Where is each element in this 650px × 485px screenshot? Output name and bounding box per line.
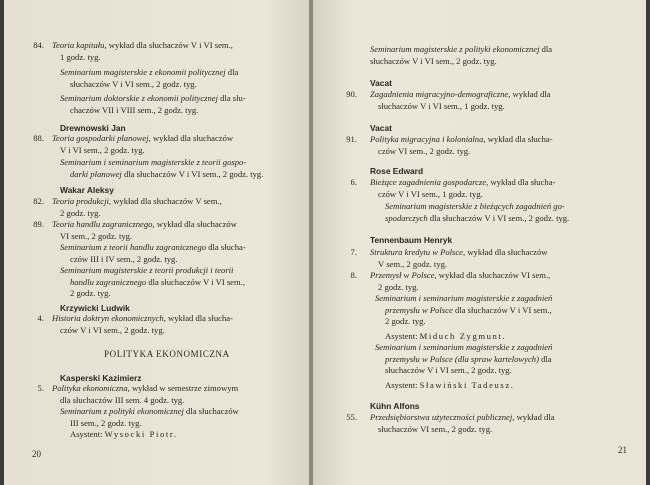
course-entry xyxy=(30,40,305,63)
course-entry xyxy=(335,270,640,293)
course-entry xyxy=(335,134,640,157)
seminar-desc-cont: 2 godz. tyg. xyxy=(70,288,111,299)
left-page xyxy=(4,0,309,485)
course-desc-cont: 2 godz. tyg. xyxy=(378,281,419,292)
course-desc: wykład dla słucha- xyxy=(168,313,233,323)
course-title: Historia doktryn ekonomicznych, xyxy=(52,313,166,323)
course-entry xyxy=(335,177,640,200)
course-title: Polityka migracyjna i kolonialna, xyxy=(370,134,486,144)
lecturer-name: Kasperski Kazimierz xyxy=(60,373,142,383)
seminar-desc: dla słuchaczów xyxy=(186,406,239,416)
seminar-entry xyxy=(370,44,640,67)
course-number: 5. xyxy=(37,383,44,393)
seminar-entry xyxy=(375,342,641,391)
lecturer-name: Vacat xyxy=(370,123,392,133)
lecturer-name: Kühn Alfons xyxy=(370,401,420,411)
assistant-label: Asystent: xyxy=(70,429,103,440)
course-desc-cont: VI sem., 2 godz. tyg. xyxy=(60,230,133,241)
seminar-desc: dla słuchaczów V i VI sem., 2 godz. tyg. xyxy=(429,212,570,223)
course-desc: wykład dla słuchaczów xyxy=(467,247,548,257)
course-desc: wykład dla słucha- xyxy=(490,177,556,187)
course-desc-cont: czów V i VI sem., 1 godz. tyg. xyxy=(378,188,483,199)
course-entry xyxy=(335,412,640,435)
course-desc: wykład dla xyxy=(512,89,551,99)
seminar-title: Seminarium magisterskie z bieżących zagadnień go- xyxy=(385,201,565,211)
course-title: Bieżące zagadnienia gospodarcze, xyxy=(370,177,489,187)
seminar-desc: dla xyxy=(541,353,552,364)
course-desc-cont: 1 godz. tyg. xyxy=(60,51,101,62)
course-desc-cont: słuchaczów VI sem., 2 godz. tyg. xyxy=(378,423,493,434)
course-title: Polityka ekonomiczna, xyxy=(52,383,130,393)
course-title: Teoria gospodarki planowej, xyxy=(52,133,151,143)
seminar-entry xyxy=(375,293,641,342)
course-entry xyxy=(30,313,305,336)
seminar-title: Seminarium i seminarium magisterskie z zagadnień xyxy=(375,342,553,352)
course-number: 6. xyxy=(350,177,357,187)
course-entry xyxy=(335,247,640,270)
seminar-title-cont: spodarczych xyxy=(385,212,428,223)
course-number: 90. xyxy=(346,89,357,99)
seminar-desc: dla słuchaczów V i VI sem., xyxy=(148,276,245,287)
course-number: 7. xyxy=(350,247,357,257)
seminar-title: Seminarium magisterskie z polityki ekonomicznej xyxy=(370,44,540,54)
seminar-entry xyxy=(60,93,306,116)
page-number: 20 xyxy=(32,449,41,459)
course-desc: wykład dla słuchaczów xyxy=(152,133,234,143)
course-desc-cont: czów V i VI sem., 2 godz. tyg. xyxy=(60,324,165,335)
lecturer-name: Rose Edward xyxy=(370,166,424,176)
course-title: Teoria produkcji, xyxy=(52,196,112,206)
course-desc: wykład dla xyxy=(516,412,555,422)
seminar-title-cont: przemysłu w Polsce (dla spraw kartelowych) xyxy=(385,353,539,364)
course-desc: wykład w semestrze zimowym xyxy=(131,383,239,393)
course-number: 8. xyxy=(350,270,357,280)
seminar-desc: dla słuchaczów V i VI sem., xyxy=(454,304,552,315)
section-heading: POLITYKA EKONOMICZNA xyxy=(104,349,230,359)
seminar-title: Seminarium magisterskie z ekonomii politycznej xyxy=(60,67,226,77)
course-desc-cont: słuchaczów V i VI sem., 1 godz. tyg. xyxy=(378,100,505,111)
course-entry xyxy=(30,219,305,242)
course-desc-cont: 2 godz. tyg. xyxy=(60,207,101,218)
seminar-title-cont: przemysłu w Polsce xyxy=(385,304,453,315)
seminar-entry xyxy=(60,406,306,441)
lecturer-name: Wakar Aleksy xyxy=(60,185,114,195)
seminar-title: Seminarium z polityki ekonomicznej xyxy=(60,406,184,416)
assistant-name: Miduch Zygmunt. xyxy=(419,330,507,341)
course-number: 91. xyxy=(346,134,357,144)
lecturer-name: Drewnowski Jan xyxy=(60,123,126,133)
course-title: Przedsiębiorstwa użyteczności publicznej, xyxy=(370,412,515,422)
seminar-desc-cont: słuchaczów V i VI sem., 2 godz. tyg. xyxy=(70,78,197,89)
course-desc: wykład dla słucha- xyxy=(487,134,553,144)
course-title: Przemysł w Polsce, xyxy=(370,270,437,280)
lecturer-name: Vacat xyxy=(370,78,392,88)
seminar-desc: dla słucha- xyxy=(208,242,246,252)
seminar-desc: dla słuchaczów V i VI sem., 2 godz. tyg. xyxy=(123,168,264,179)
course-number: 84. xyxy=(33,40,44,50)
course-desc: wykład dla słuchaczów VI sem., xyxy=(438,270,551,280)
seminar-desc-cont: 2 godz. tyg. xyxy=(385,316,426,327)
seminar-entry xyxy=(60,157,306,180)
course-desc: wykład dla słuchaczów V i VI sem., xyxy=(108,40,233,50)
seminar-title: Seminarium i seminarium magisterskie z zagadnień xyxy=(375,293,553,303)
lecturer-name: Krzywicki Ludwik xyxy=(60,303,130,313)
course-desc: wykład dla słuchaczów xyxy=(156,219,237,229)
course-desc-cont: dla słuchaczów III sem. 4 godz. tyg. xyxy=(60,394,185,405)
seminar-desc: dla słu- xyxy=(220,93,246,103)
seminar-title: Seminarium i seminarium magisterskie z teorii gospo- xyxy=(60,157,247,167)
course-entry xyxy=(335,89,640,112)
lecturer-name: Tennenbaum Henryk xyxy=(370,235,453,245)
assistant-name: Wysocki Piotr. xyxy=(104,429,178,440)
seminar-desc: dla xyxy=(227,67,239,77)
seminar-entry xyxy=(385,201,641,224)
seminar-desc: dla xyxy=(541,44,553,54)
course-title: Zagadnienia migracyjno-demograficzne, xyxy=(370,89,511,99)
seminar-title-cont: darki planowej xyxy=(70,168,122,179)
page-number: 21 xyxy=(618,445,627,455)
course-entry xyxy=(30,133,305,156)
course-number: 89. xyxy=(33,219,44,229)
seminar-title-cont: handlu zagranicznego xyxy=(70,276,147,287)
course-title: Teoria kapitału, xyxy=(52,40,107,50)
assistant-label: Asystent: xyxy=(385,330,418,341)
seminar-entry xyxy=(60,67,306,90)
seminar-entry xyxy=(60,265,306,300)
course-entry xyxy=(30,383,305,406)
course-desc-cont: czów VI sem., 2 godz. tyg. xyxy=(378,145,471,156)
seminar-desc-cont: chaczów VII i VIII sem., 2 godz. tyg. xyxy=(70,104,199,115)
right-page xyxy=(313,0,646,485)
seminar-desc-cont: czów III i IV sem., 2 godz. tyg. xyxy=(70,253,178,264)
course-title: Teoria handlu zagranicznego, xyxy=(52,219,155,229)
seminar-desc-cont: słuchaczów V i VI sem., 2 godz. tyg. xyxy=(370,55,497,66)
course-desc: wykład dla słuchaczów V sem., xyxy=(113,196,222,206)
assistant-name: Sławiński Tadeusz. xyxy=(419,379,515,390)
seminar-title: Seminarium doktorskie z ekonomii politycznej xyxy=(60,93,218,103)
course-desc-cont: V sem., 2 godz. tyg. xyxy=(378,258,448,269)
seminar-title: Seminarium magisterskie z teorii produkcji i teorii xyxy=(60,265,234,275)
seminar-desc-cont: III sem., 2 godz. tyg. xyxy=(70,417,142,428)
seminar-title: Seminarium z teorii handlu zagranicznego xyxy=(60,242,207,252)
seminar-entry xyxy=(60,242,306,265)
course-number: 4. xyxy=(37,313,44,323)
course-number: 82. xyxy=(33,196,44,206)
seminar-desc-cont: słuchaczów V i VI sem., 2 godz. tyg. xyxy=(385,365,512,376)
course-number: 55. xyxy=(346,412,357,422)
course-title: Struktura kredytu w Polsce, xyxy=(370,247,466,257)
assistant-label: Asystent: xyxy=(385,379,418,390)
course-number: 88. xyxy=(33,133,44,143)
course-desc-cont: V i VI sem., 2 godz. tyg. xyxy=(60,144,145,155)
course-entry xyxy=(30,196,305,219)
